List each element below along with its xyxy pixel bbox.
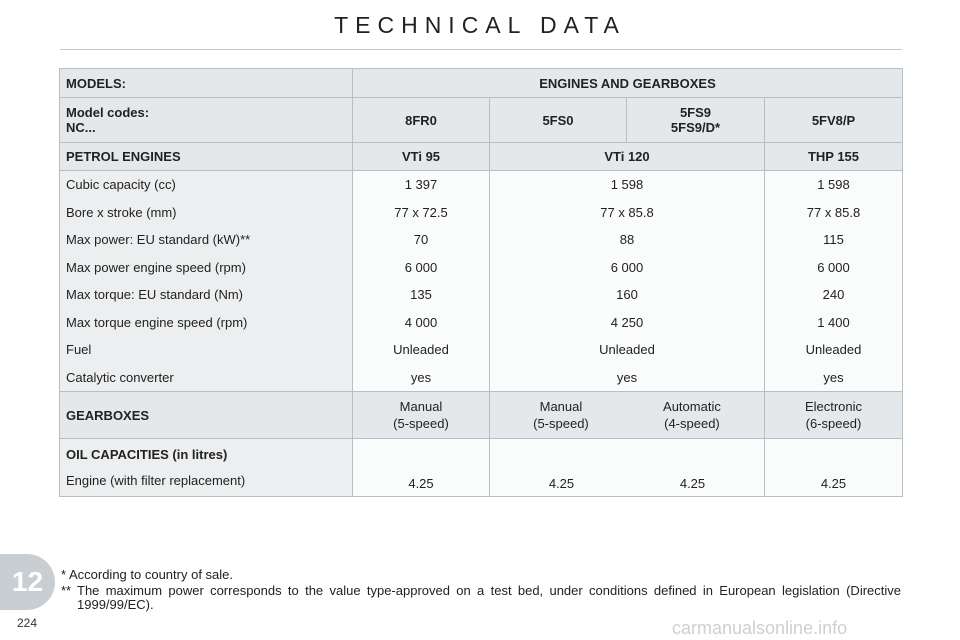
petrol-engines-row — [60, 143, 903, 171]
gearbox-vti120 — [490, 392, 765, 439]
engine-vti95: VTi 95 — [353, 143, 490, 171]
oil-engine-label: Engine (with filter replacement) — [66, 472, 246, 488]
spec-value: yes — [823, 369, 844, 385]
gearbox-type: Manual — [539, 399, 583, 414]
spec-value: 70 — [413, 232, 429, 247]
gearbox-speeds: (5-speed) — [533, 416, 589, 431]
spec-value: 77 x 85.8 — [600, 204, 654, 220]
oil-value-vti120 — [490, 439, 765, 497]
gearbox-speeds: (6-speed) — [805, 416, 862, 431]
oil-value: 4.25 — [765, 439, 903, 497]
code-5fs0: 5FS0 — [490, 98, 627, 143]
spec-label: Catalytic converter — [66, 369, 174, 385]
oil-value: 4.25 — [353, 439, 490, 497]
spec-value: Unleaded — [599, 342, 655, 357]
chapter-tab: 12 — [0, 554, 55, 610]
petrol-engines-label: PETROL ENGINES — [60, 143, 353, 171]
spec-value: 6 000 — [404, 259, 438, 275]
code-5fv8p: 5FV8/P — [765, 98, 903, 143]
oil-value: 4.25 — [548, 476, 575, 491]
spec-value: 4 250 — [610, 314, 644, 330]
vti95-values-column — [353, 171, 490, 392]
gearbox-thp155 — [765, 392, 903, 439]
vti120-values-column — [490, 171, 765, 392]
code-5fs9 — [627, 98, 765, 143]
spec-label: Max power: EU standard (kW)** — [66, 232, 251, 247]
spec-label: Max torque engine speed (rpm) — [66, 314, 248, 330]
spec-value: yes — [410, 369, 432, 385]
spec-value: yes — [616, 369, 638, 385]
spec-value: 4 000 — [404, 314, 438, 330]
spec-labels-column — [60, 171, 353, 392]
spec-value: 6 000 — [817, 259, 850, 275]
oil-labels — [60, 439, 353, 497]
watermark: carmanualsonline.info — [672, 618, 848, 638]
code-5fs9d-text: 5FS9/D* — [670, 120, 721, 135]
spec-value: 115 — [823, 232, 844, 247]
footnote-2 — [61, 584, 901, 612]
spec-value: 160 — [616, 287, 638, 302]
engine-vti120: VTi 120 — [490, 143, 765, 171]
oil-capacities-label: OIL CAPACITIES (in litres) — [66, 446, 228, 462]
model-codes-text: Model codes: — [66, 105, 150, 120]
gearbox-speeds: (4-speed) — [664, 416, 720, 431]
footnote-2-text: The maximum power corresponds to the value type-approved on a test bed, under conditions defined in European legislation (Directive 1999/99/EC). — [77, 583, 901, 612]
code-5fs9-text: 5FS9 — [679, 105, 712, 120]
gearboxes-label: GEARBOXES — [60, 392, 353, 439]
model-codes-row — [60, 98, 903, 143]
spec-label: Fuel — [66, 342, 92, 357]
models-header-row — [60, 69, 903, 98]
footnote-2-mark: ** — [61, 583, 72, 598]
footnote-1-text: According to country of sale. — [68, 567, 233, 582]
footnote-1-mark: * — [61, 567, 67, 582]
spec-value: 1 397 — [404, 177, 438, 192]
nc-text: NC... — [66, 120, 96, 135]
gearbox-vti95 — [353, 392, 490, 439]
code-8fr0: 8FR0 — [353, 98, 490, 143]
title-divider — [60, 49, 902, 50]
spec-label: Max torque: EU standard (Nm) — [66, 287, 244, 302]
spec-value: 6 000 — [610, 259, 644, 275]
engines-gearboxes-header: ENGINES AND GEARBOXES — [353, 69, 903, 98]
models-label: MODELS: — [60, 69, 353, 98]
spec-value: Unleaded — [393, 342, 449, 357]
spec-value: 77 x 85.8 — [806, 204, 861, 220]
spec-label: Max power engine speed (rpm) — [66, 259, 246, 275]
spec-value: 77 x 72.5 — [394, 204, 448, 220]
thp155-values-column — [765, 171, 903, 392]
spec-value: 135 — [410, 287, 432, 302]
spec-value: Unleaded — [805, 342, 862, 357]
technical-data-table — [59, 68, 903, 497]
spec-value: 88 — [619, 232, 635, 247]
spec-label: Cubic capacity (cc) — [66, 177, 176, 192]
page-number: 224 — [17, 616, 38, 630]
spec-rows — [60, 171, 903, 392]
oil-value: 4.25 — [679, 476, 706, 491]
gearbox-type: Manual — [399, 399, 443, 414]
gearbox-type: Electronic — [804, 399, 863, 414]
oil-capacities-row — [60, 439, 903, 497]
engine-thp155: THP 155 — [765, 143, 903, 171]
model-codes-label — [60, 98, 353, 143]
page-title: TECHNICAL DATA — [334, 12, 626, 38]
gearbox-speeds: (5-speed) — [393, 416, 449, 431]
spec-value: 1 400 — [817, 314, 850, 330]
spec-label: Bore x stroke (mm) — [66, 204, 177, 220]
gearbox-type: Automatic — [663, 399, 721, 414]
footnote-1 — [61, 567, 233, 582]
spec-value: 1 598 — [610, 177, 644, 192]
gearboxes-row — [60, 392, 903, 439]
spec-value: 240 — [822, 287, 845, 302]
spec-value: 1 598 — [817, 177, 850, 192]
